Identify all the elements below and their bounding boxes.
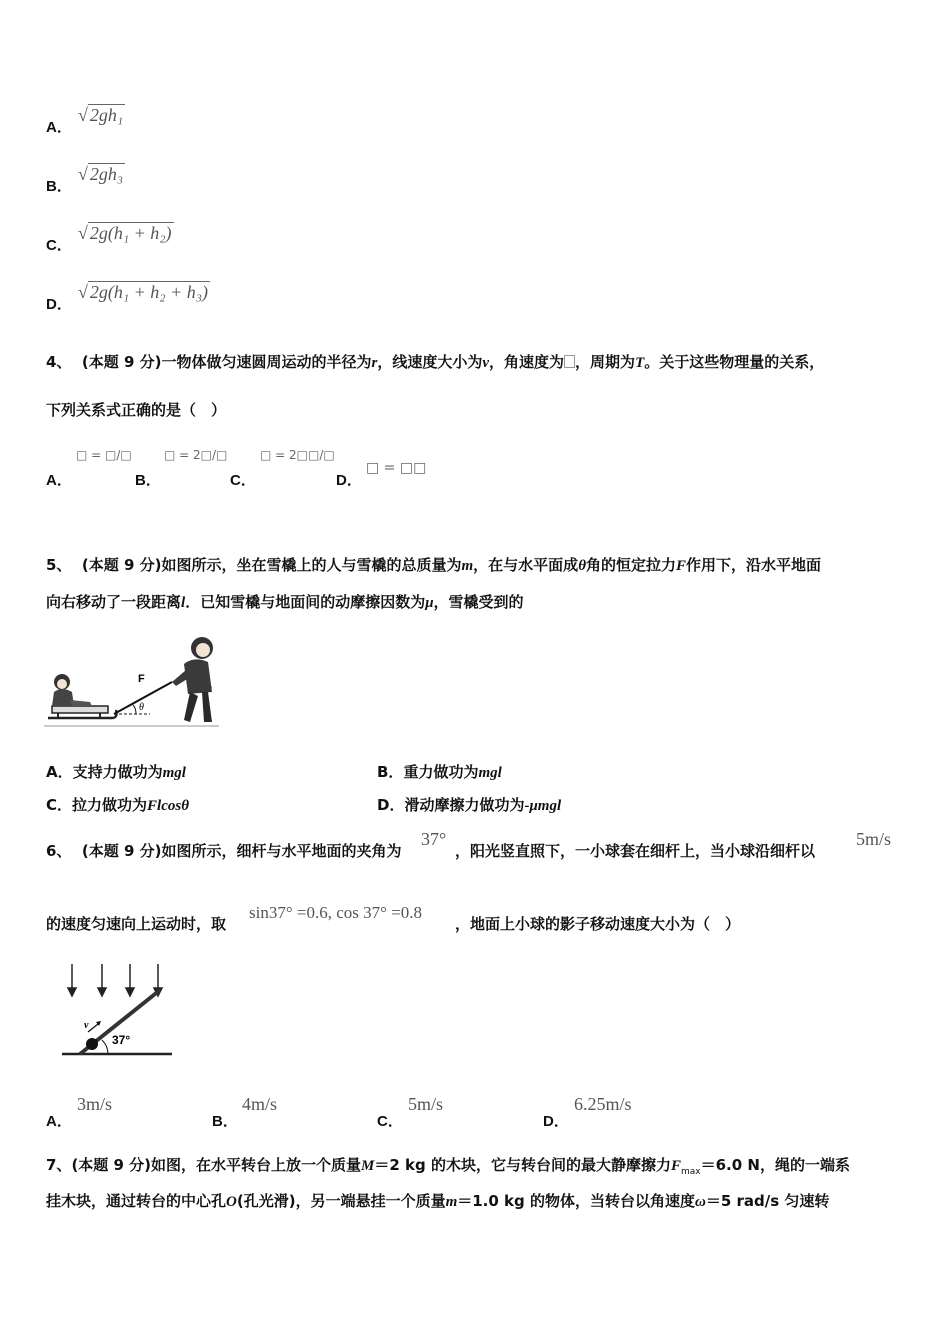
- q4-option-a-expr: □ = □/□: [76, 448, 132, 462]
- q6-stem-line2-b: ，地面上小球的影子移动速度大小为（ ）: [455, 915, 741, 933]
- q6-speed-expr: 5m/s: [856, 829, 892, 849]
- q6-option-d-expr: 6.25m/s: [574, 1094, 632, 1114]
- q4-option-b-label: B．: [135, 472, 161, 489]
- child-on-sled: [52, 674, 92, 706]
- sled-seat: [52, 706, 108, 713]
- q6-option-b-expr: 4m/s: [242, 1094, 278, 1114]
- q3-option-b-label: B．: [46, 178, 72, 195]
- sunlight-arrows: [68, 964, 162, 996]
- q7-stem-line2: 挂木块，通过转台的中心孔O(孔光滑)，另一端悬挂一个质量m＝1.0 kg 的物体，当转台以角速度ω＝5 rad/s 匀速转: [46, 1192, 830, 1210]
- q4-option-b-expr: □ = 2□/□: [164, 448, 228, 462]
- q5-stem-line1: 5、 (本题 9 分)如图所示，坐在雪橇上的人与雪橇的总质量为m，在与水平面成θ角的恒定拉力F作用下，沿水平地面: [46, 556, 822, 574]
- omega-placeholder-icon: [564, 355, 575, 368]
- fig-velocity-label: v: [84, 1020, 89, 1031]
- q4-option-a-label: A．: [46, 472, 72, 489]
- q6-number: 6、: [46, 842, 72, 860]
- q4-stem-line1: 4、 (本题 9 分)一物体做匀速圆周运动的半径为r，线速度大小为v，角速度为 ，周期为T。关于这些物理量的关系，: [46, 353, 825, 371]
- rod-figure: [60, 960, 175, 1060]
- q3-option-d-expr: √ 2g(h₁ + h₂ + h₃): [78, 282, 208, 302]
- q6-option-a-label: A．: [46, 1113, 72, 1130]
- q7-number: 7、: [46, 1156, 72, 1174]
- fig-force-label: F: [138, 673, 145, 685]
- velocity-arrow: [88, 1024, 98, 1032]
- sled-figure: [44, 630, 224, 730]
- q6-stem-line1: 6、 (本题 9 分)如图所示，细杆与水平地面的夹角为: [46, 842, 402, 860]
- q6-trig-expr: sin37° =0.6, cos 37° =0.8: [249, 903, 423, 922]
- fig-angle-label: 37°: [112, 1033, 131, 1047]
- q5-stem-line2: 向右移动了一段距离l．已知雪橇与地面间的动摩擦因数为μ，雪橇受到的: [46, 593, 524, 611]
- q7-stem-line1: 7、(本题 9 分)如图，在水平转台上放一个质量M＝2 kg 的木块，它与转台间的最大静摩擦力$F_{max}=6.0$ N，绳的一端系: [46, 1156, 850, 1177]
- q3-option-d-label: D．: [46, 296, 72, 313]
- q4-option-d-expr: □ = □□: [366, 460, 427, 476]
- q4-option-c-label: C．: [230, 472, 256, 489]
- q5-number: 5、: [46, 556, 72, 574]
- q6-stem-line1-b: ，阳光竖直照下，一小球套在细杆上，当小球沿细杆以: [455, 842, 816, 860]
- q3-option-a-expr: √ 2gh₁: [78, 105, 124, 125]
- q5-option-d-text: D．滑动摩擦力做功为-μmgl: [377, 796, 562, 814]
- q6-option-c-label: C．: [377, 1113, 403, 1130]
- q5-option-b-text: B．重力做功为mgl: [377, 763, 502, 781]
- q4-option-c-expr: □ = 2□□/□: [260, 448, 335, 462]
- q3-option-c-label: C．: [46, 237, 72, 254]
- q6-option-a-expr: 3m/s: [77, 1094, 113, 1114]
- q5-option-c-text: C．拉力做功为Flcosθ: [46, 796, 189, 814]
- q6-option-d-label: D．: [543, 1113, 569, 1130]
- q4-option-d-label: D．: [336, 472, 362, 489]
- q4-stem-line2: 下列关系式正确的是（ ）: [46, 401, 227, 419]
- q3-option-c-expr: √ 2g(h₁ + h₂): [78, 223, 172, 243]
- q6-stem-line2-a: 的速度匀速向上运动时，取: [46, 915, 227, 933]
- q5-option-a-text: A．支持力做功为mgl: [46, 763, 186, 781]
- fig-theta-label: θ: [139, 702, 144, 713]
- q4-number: 4、: [46, 353, 72, 371]
- q6-angle-expr: 37°: [421, 829, 447, 849]
- adult-pulling: [172, 637, 213, 722]
- ball-icon: [86, 1038, 98, 1050]
- q6-option-b-label: B．: [212, 1113, 238, 1130]
- q6-option-c-expr: 5m/s: [408, 1094, 444, 1114]
- q3-option-a-label: A．: [46, 119, 72, 136]
- q3-option-b-expr: √ 2gh₃: [78, 164, 124, 184]
